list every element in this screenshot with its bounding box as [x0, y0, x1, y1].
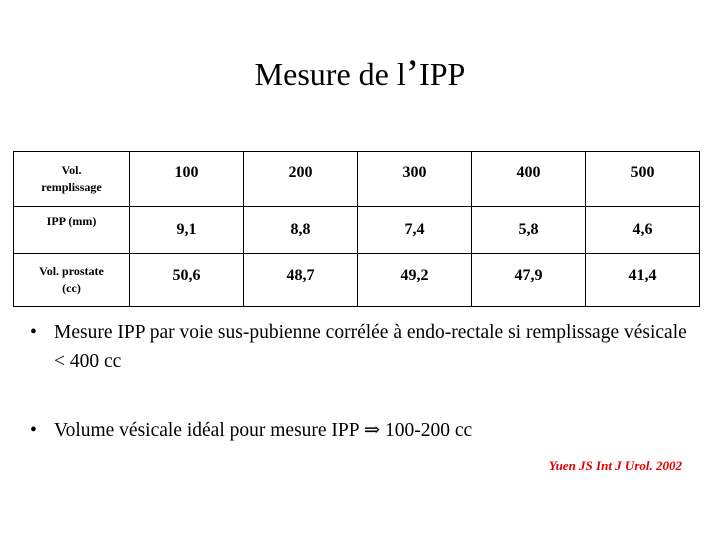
table-row-volume	[14, 152, 700, 207]
title-main: Mesure de l	[254, 56, 406, 92]
table-cell: 50,6	[130, 254, 244, 307]
table-cell: 7,4	[358, 207, 472, 254]
bullet-text: Volume vésicale idéal pour mesure IPP ⇒ 100-200 cc	[54, 420, 473, 441]
table-cell: 400	[472, 152, 586, 207]
table-cell: 200	[244, 152, 358, 207]
table-cell: 49,2	[358, 254, 472, 307]
table-row-prostate	[14, 254, 700, 307]
row-header-line: Vol. prostate	[39, 264, 104, 278]
table-cell: 9,1	[130, 207, 244, 254]
table-cell: 500	[586, 152, 700, 207]
bullet-icon: •	[30, 420, 37, 441]
table-cell: 41,4	[586, 254, 700, 307]
bullet-item-correlation	[30, 318, 690, 376]
bullet-item-ideal-volume	[30, 416, 690, 445]
slide-title	[0, 52, 720, 94]
table-cell: 8,8	[244, 207, 358, 254]
citation: Yuen JS Int J Urol. 2002	[548, 458, 682, 473]
row-header-line: remplissage	[41, 180, 102, 194]
measurement-table	[13, 151, 700, 307]
table-cell: 47,9	[472, 254, 586, 307]
row-header-prostate	[14, 254, 130, 307]
bullet-text: Mesure IPP par voie sus-pubienne corrélée à endo-rectale si remplissage vésicale < 400 cc	[54, 322, 687, 372]
bullet-icon: •	[30, 322, 37, 343]
table-cell: 4,6	[586, 207, 700, 254]
table-cell: 48,7	[244, 254, 358, 307]
table-cell: 300	[358, 152, 472, 207]
row-header-line: (cc)	[62, 281, 81, 295]
row-header-line: Vol.	[61, 163, 82, 177]
table-cell: 5,8	[472, 207, 586, 254]
table-row-ipp	[14, 207, 700, 254]
title-apostrophe: ’	[405, 51, 420, 96]
bullet-list	[30, 318, 690, 445]
table-cell: 100	[130, 152, 244, 207]
title-acronym: IPP	[419, 56, 466, 92]
row-header-ipp: IPP (mm)	[14, 207, 130, 254]
row-header-volume	[14, 152, 130, 207]
